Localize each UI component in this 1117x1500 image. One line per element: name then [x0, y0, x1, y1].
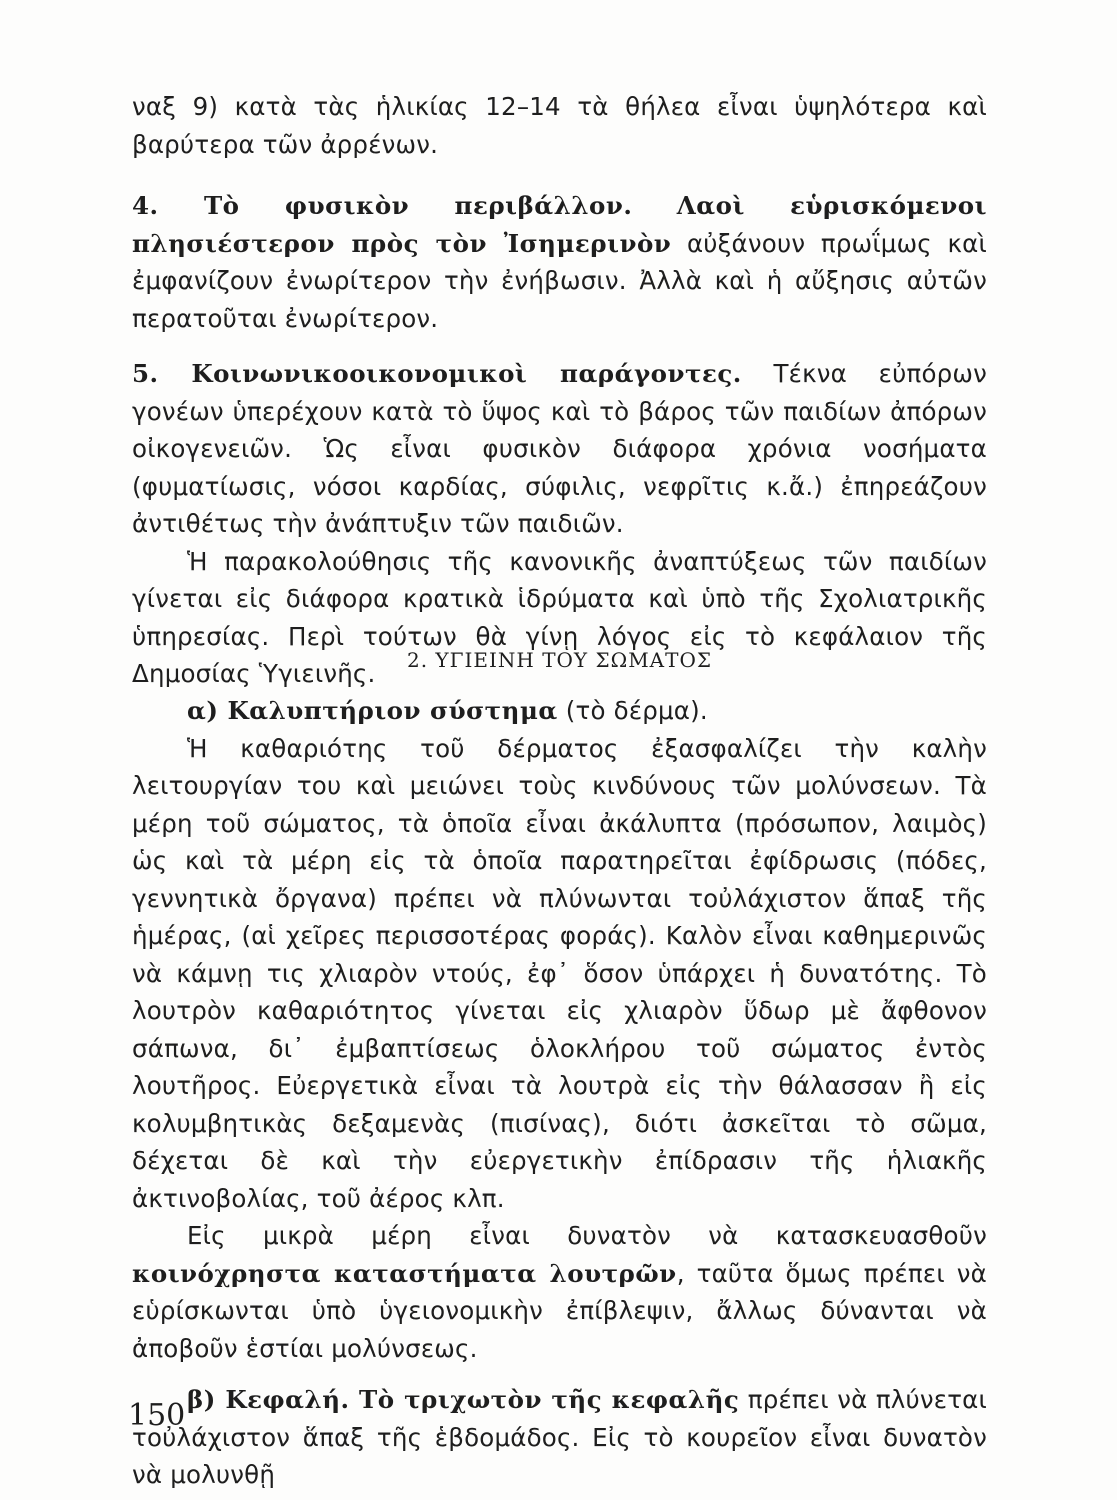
text-block-top: [132, 88, 987, 693]
paragraph-environment-text: αὐξάνουν πρωΐμως καὶ ἐμφανίζουν ἐνωρίτερον τὴν ἐνήβωσιν. Ἀλλὰ καὶ ἡ αὔξησις αὐτῶν περατοῦται ἐνωρίτερον.: [132, 228, 987, 333]
paragraph-environment: [132, 187, 987, 337]
section-title: 2. ΥΓΙΕΙΝΗ ΤΟΥ ΣΩΜΑΤΟΣ: [406, 648, 713, 672]
paragraph-head: [132, 1381, 987, 1494]
subheading-skin: [132, 692, 987, 730]
paragraph-environment-lead: Λαοὶ εὑρισκόμενοι πλησιέστερον πρὸς τὸν Ἰσημερινὸν: [132, 191, 987, 258]
paragraph-public-baths-pre: Εἰς μικρὰ μέρη εἶναι δυνατὸν νὰ κατασκευασθοῦν: [187, 1221, 987, 1250]
page-number: 150: [128, 1398, 186, 1433]
paragraph-public-baths-bold: κοινόχρηστα καταστήματα λουτρῶν: [132, 1258, 677, 1288]
heading-socioeconomic: 5. Κοινωνικοοικονομικοὶ παράγοντες.: [132, 359, 742, 388]
subheading-skin-tail: (τὸ δέρμα).: [557, 696, 708, 725]
heading-environment: 4. Τὸ φυσικὸν περιβάλλον.: [132, 191, 633, 220]
paragraph-head-text: πρέπει νὰ πλύνεται τοὐλάχιστον ἅπαξ τῆς ἑβδομάδος. Εἰς τὸ κουρεῖον εἶναι δυνατὸν νὰ μολυνθῇ: [132, 1385, 987, 1489]
paragraph-continuation: ναξ 9) κατὰ τὰς ἡλικίας 12–14 τὰ θήλεα εἶναι ὑψηλότερα καὶ βαρύτερα τῶν ἀρρένων.: [132, 92, 987, 159]
paragraph-monitoring: Ἡ παρακολούθησις τῆς κανονικῆς ἀναπτύξεως τῶν παιδίων γίνεται εἰς διάφορα κρατικὰ ἱδρύματα καὶ ὑπὸ τῆς Σχολιατρικῆς ὑπηρεσίας. Περὶ τούτων θὰ γίνῃ λόγος εἰς τὸ κεφάλαιον τῆς Δημοσίας Ὑγιεινῆς.: [132, 546, 987, 688]
paragraph-public-baths-post: , ταῦτα ὅμως πρέπει νὰ εὑρίσκωνται ὑπὸ ὑγειονομικὴν ἐπίβλεψιν, ἄλλως δύνανται νὰ ἀποβοῦν ἑστίαι μολύνσεως.: [132, 1258, 988, 1363]
paragraph-skin-hygiene: Ἡ καθαριότης τοῦ δέρματος ἐξασφαλίζει τὴν καλὴν λειτουργίαν του καὶ μειώνει τοὺς κινδύνους τῶν μολύνσεων. Τὰ μέρη τοῦ σώματος, τὰ ὁποῖα εἶναι ἀκάλυπτα (πρόσωπον, λαιμὸς) ὡς καὶ τὰ μέρη εἰς τὰ ὁποῖα παρατηρεῖται ἐφίδρωσις (πόδες, γεννητικὰ ὄργανα) πρέπει νὰ πλύνωνται τοὐλάχιστον ἅπαξ τῆς ἡμέρας, (αἱ χεῖρες περισσοτέρας φοράς). Καλὸν εἶναι καθημερινῶς νὰ κάμνῃ τις χλιαρὸν ντούς, ἐφ᾽ ὅσον ὑπάρχει ἡ δυνατότης. Τὸ λουτρὸν καθαριότητος γίνεται εἰς χλιαρὸν ὕδωρ μὲ ἄφθονον σάπωνα, δι᾽ ἐμβαπτίσεως ὁλοκλήρου τοῦ σώματος ἐντὸς λουτῆρος. Εὐεργετικὰ εἶναι τὰ λουτρὰ εἰς τὴν θάλασσαν ἢ εἰς κολυμβητικὰς δεξαμενὰς (πισίνας), διότι ἀσκεῖται τὸ σῶμα, δέχεται δὲ καὶ τὴν εὐεργετικὴν ἐπίδρασιν τῆς ἡλιακῆς ἀκτινοβολίας, τοῦ ἀέρος κλπ.: [132, 733, 987, 1213]
text-block-bottom: [132, 692, 987, 1494]
subheading-skin-title: α) Καλυπτήριον σύστημα: [187, 696, 558, 725]
subheading-head: β) Κεφαλή. Τὸ τριχωτὸν τῆς κεφαλῆς: [187, 1385, 740, 1414]
paragraph-socioeconomic: [132, 355, 987, 543]
paragraph-socioeconomic-text: Τέκνα εὐπόρων γονέων ὑπερέχουν κατὰ τὸ ὕψος καὶ τὸ βάρος τῶν παιδίων ἀπόρων οἰκογενειῶν. Ὡς εἶναι φυσικὸν διάφορα χρόνια νοσήματα (φυματίωσις, νόσοι καρδίας, σύφιλις, νεφρῖτις κ.ἄ.) ἐπηρεάζουν ἀντιθέτως τὴν ἀνάπτυξιν τῶν παιδιῶν.: [132, 359, 987, 538]
paragraph-public-baths: [132, 1217, 987, 1367]
